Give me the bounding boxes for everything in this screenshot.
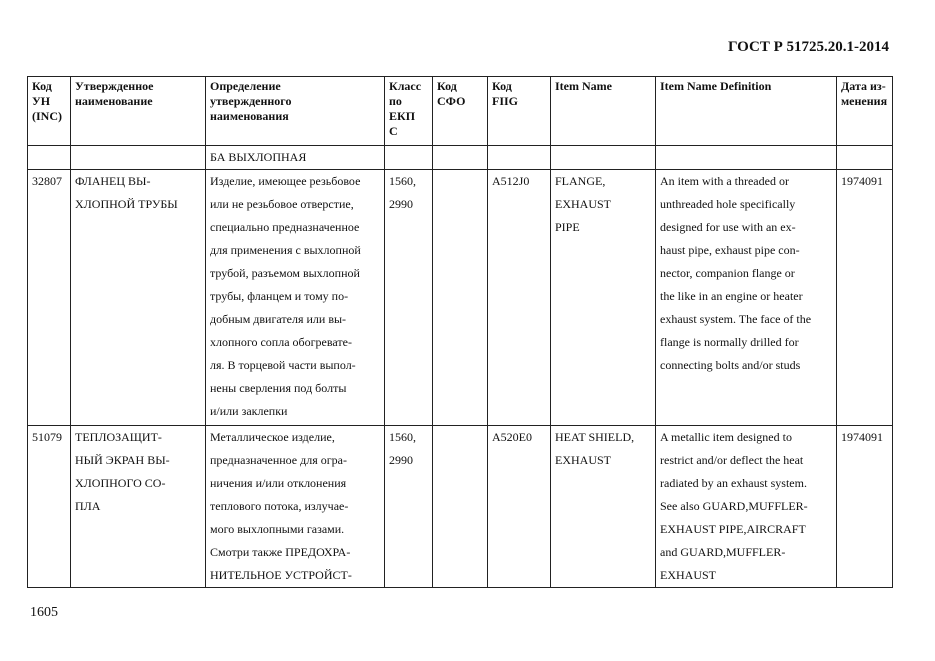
cell-sfo — [433, 170, 488, 426]
document-id: ГОСТ Р 51725.20.1-2014 — [727, 39, 889, 55]
cell-name: ФЛАНЕЦ ВЫ- ХЛОПНОЙ ТРУБЫ — [71, 170, 206, 426]
cell-class: 1560, 2990 — [385, 426, 433, 588]
cell-name: ТЕПЛОЗАЩИТ- НЫЙ ЭКРАН ВЫ- ХЛОПНОГО СО- ПЛА — [71, 426, 206, 588]
cell-code: 51079 — [28, 426, 71, 588]
header-code: Код УН (INC) — [28, 77, 71, 146]
header-name: Утвержденное наименование — [71, 77, 206, 146]
header-item-name: Item Name — [551, 77, 656, 146]
header-item-definition: Item Name Definition — [656, 77, 837, 146]
continuation-row — [28, 146, 893, 170]
cell-date: 1974091 — [837, 426, 893, 588]
header-date: Дата из- менения — [837, 77, 893, 146]
header-row — [28, 77, 893, 146]
table-row — [28, 426, 893, 588]
cell-sfo — [433, 426, 488, 588]
cell-item-name: FLANGE, EXHAUST PIPE — [551, 170, 656, 426]
table-row — [28, 170, 893, 426]
cell-definition: Металлическое изделие, предназначенное для огра- ничения и/или отклонения теплового потока, излучае- мого выхлопными газами. Смотри также ПРЕДОХРА- НИТЕЛЬНОЕ УСТРОЙСТ- — [206, 426, 385, 588]
cell-fiig: A512J0 — [488, 170, 551, 426]
header-definition: Определение утвержденного наименования — [206, 77, 385, 146]
cell-date: 1974091 — [837, 170, 893, 426]
cell-item-definition: A metallic item designed to restrict and/or deflect the heat radiated by an exhaust system. See also GUARD,MUFFLER- EXHAUST PIPE,AIRCRAFT and GUARD,MUFFLER- EXHAUST — [656, 426, 837, 588]
cell-fiig: A520E0 — [488, 426, 551, 588]
page-number: 1605 — [30, 605, 58, 620]
header-fiig: Код FIIG — [488, 77, 551, 146]
classification-table — [27, 76, 893, 588]
header-class: Класс по ЕКП С — [385, 77, 433, 146]
cell-code: 32807 — [28, 170, 71, 426]
cell-item-definition: An item with a threaded or unthreaded hole specifically designed for use with an ex- haust pipe, exhaust pipe con- nector, companion flange or the like in an engine or heater exhaust system. The face of the flange is normally drilled for connecting bolts and/or studs — [656, 170, 837, 426]
cell-item-name: HEAT SHIELD, EXHAUST — [551, 426, 656, 588]
cell-class: 1560, 2990 — [385, 170, 433, 426]
header-sfo: Код СФО — [433, 77, 488, 146]
continuation-definition: БА ВЫХЛОПНАЯ — [206, 146, 385, 170]
cell-definition: Изделие, имеющее резьбовое или не резьбовое отверстие, специально предназначенное для применения с выхлопной трубой, разъемом выхлопной трубы, фланцем и тому по- добным двигателя или вы- хлопного сопла обогревате- ля. В торцевой части выпол- нены сверления под болты и/или заклепки — [206, 170, 385, 426]
